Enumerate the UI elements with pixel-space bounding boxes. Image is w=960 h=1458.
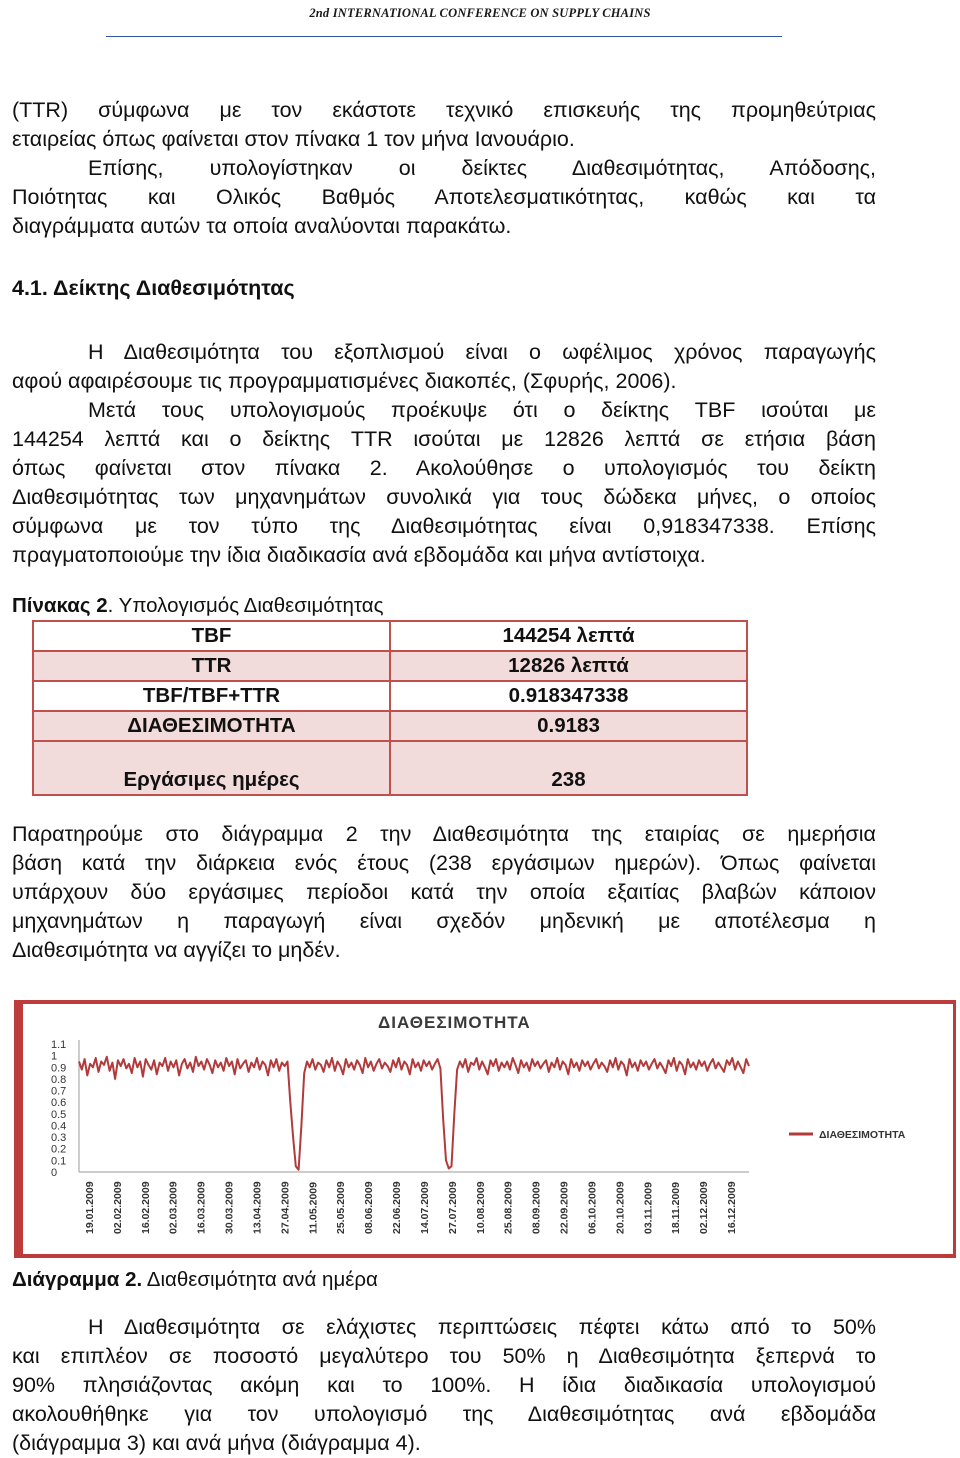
text-line: μηχανημάτων η παραγωγή είναι σχεδόν μηδενική με αποτέλεσμα η bbox=[12, 909, 876, 933]
text-line: βάση κατά την διάρκεια ενός έτους (238 εργάσιμων ημερών). Όπως φαίνεται bbox=[12, 851, 876, 875]
figure-caption-text: Διαθεσιμότητα ανά ημέρα bbox=[142, 1268, 378, 1291]
chart-plot-area bbox=[23, 1004, 953, 1254]
text-line: 144254 λεπτά και ο δείκτης TTR ισούται με 12826 λεπτά σε ετήσια βάση bbox=[12, 427, 876, 451]
table-row bbox=[33, 621, 747, 651]
x-tick-label: 06.10.2009 bbox=[586, 1181, 599, 1234]
table-cell-value: 144254 λεπτά bbox=[390, 621, 747, 651]
text-line: (διάγραμμα 3) και ανά μήνα (διάγραμμα 4). bbox=[12, 1431, 421, 1455]
x-tick-label: 16.03.2009 bbox=[195, 1181, 208, 1234]
x-tick-label: 10.08.2009 bbox=[474, 1181, 487, 1234]
text-line: Παρατηρούμε στο διάγραμμα 2 την Διαθεσιμότητα της εταιρίας σε ημερήσια bbox=[12, 822, 876, 846]
text-line: όπως φαίνεται στον πίνακα 2. Ακολούθησε ο υπολογισμός του δείκτη bbox=[12, 456, 876, 480]
text-line: αφού αφαιρέσουμε τις προγραμματισμένες διακοπές, (Σφυρής, 2006). bbox=[12, 369, 677, 393]
y-tick-label: 1 bbox=[51, 1050, 58, 1063]
text-line: Η Διαθεσιμότητα του εξοπλισμού είναι ο ωφέλιμος χρόνος παραγωγής bbox=[88, 340, 876, 364]
x-tick-label: 08.06.2009 bbox=[363, 1181, 376, 1234]
availability-chart bbox=[14, 1000, 956, 1258]
observation-paragraph bbox=[12, 820, 876, 965]
x-tick-label: 22.06.2009 bbox=[391, 1181, 404, 1234]
conclusion-paragraph bbox=[12, 1313, 876, 1458]
x-tick-label: 27.04.2009 bbox=[279, 1181, 292, 1234]
y-tick-label: 0.8 bbox=[51, 1073, 67, 1086]
y-tick-label: 0.2 bbox=[51, 1143, 67, 1156]
table-row bbox=[33, 681, 747, 711]
table-spacer-cell bbox=[33, 741, 390, 766]
table-cell-value: 0.9183 bbox=[390, 711, 747, 741]
legend-label: ΔΙΑΘΕΣΙΜΟΤΗΤΑ bbox=[819, 1129, 906, 1141]
table-cell-label: TTR bbox=[33, 651, 390, 681]
x-tick-label: 11.05.2009 bbox=[307, 1182, 320, 1234]
text-line: ακολουθήθηκε για τον υπολογισμό της Διαθεσιμότητας ανά εβδομάδα bbox=[12, 1402, 876, 1426]
section-heading: 4.1. Δείκτης Διαθεσιμότητας bbox=[12, 276, 295, 300]
x-tick-label: 02.03.2009 bbox=[167, 1181, 180, 1234]
x-tick-label: 27.07.2009 bbox=[446, 1181, 459, 1234]
figure-caption bbox=[12, 1268, 378, 1292]
text-line: (TTR) σύμφωνα με τον εκάστοτε τεχνικό επισκευής της προμηθεύτριας bbox=[12, 98, 876, 122]
text-line: Μετά τους υπολογισμούς προέκυψε ότι ο δείκτης TBF ισούται με bbox=[88, 398, 876, 422]
conference-header: 2nd INTERNATIONAL CONFERENCE ON SUPPLY CHAINS bbox=[309, 6, 651, 20]
x-tick-label: 02.02.2009 bbox=[111, 1181, 124, 1234]
y-tick-label: 0.4 bbox=[51, 1120, 67, 1133]
y-tick-label: 0.7 bbox=[51, 1085, 67, 1098]
x-tick-label: 25.08.2009 bbox=[502, 1181, 515, 1234]
y-tick-label: 0.5 bbox=[51, 1108, 67, 1121]
table-spacer-cell bbox=[390, 741, 747, 766]
text-line: Ποιότητας και Ολικός Βαθμός Αποτελεσματικότητας, καθώς και τα bbox=[12, 185, 876, 209]
x-tick-label: 22.09.2009 bbox=[558, 1181, 571, 1234]
chart-svg bbox=[23, 1004, 953, 1254]
text-line: και επιπλέον σε ποσοστό μεγαλύτερο του 50% η Διαθεσιμότητα ξεπερνά το bbox=[12, 1344, 876, 1368]
series-line bbox=[79, 1057, 749, 1170]
text-line: Διαθεσιμότητας των μηχανημάτων συνολικά για τους δώδεκα μήνες, ο οποίος bbox=[12, 485, 876, 509]
intro-paragraph bbox=[12, 96, 876, 241]
x-tick-label: 25.05.2009 bbox=[335, 1181, 348, 1234]
x-tick-label: 16.02.2009 bbox=[139, 1181, 152, 1234]
x-tick-label: 13.04.2009 bbox=[251, 1181, 264, 1234]
table-cell-label: ΔΙΑΘΕΣΙΜΟΤΗΤΑ bbox=[33, 711, 390, 741]
y-tick-label: 0 bbox=[51, 1167, 58, 1179]
text-line: 90% πλησιάζοντας ακόμη και το 100%. Η ίδια διαδικασία υπολογισμού bbox=[12, 1373, 876, 1397]
availability-paragraph bbox=[12, 338, 876, 570]
x-tick-label: 08.09.2009 bbox=[530, 1181, 543, 1234]
table-cell-value: 0.918347338 bbox=[390, 681, 747, 711]
chart-series bbox=[79, 1057, 749, 1170]
text-line: σύμφωνα με τον τύπο της Διαθεσιμότητας είναι 0,918347338. Επίσης bbox=[12, 514, 876, 538]
text-line: υπάρχουν δύο εργάσιμες περίοδοι κατά την οποία εξαιτίας βλαβών κάποιον bbox=[12, 880, 876, 904]
header-divider bbox=[106, 36, 782, 37]
y-tick-label: 0.6 bbox=[51, 1097, 67, 1110]
table-cell-value: 238 bbox=[390, 766, 747, 795]
table-caption bbox=[12, 594, 383, 618]
chart-legend bbox=[789, 1129, 906, 1141]
y-tick-label: 0.3 bbox=[51, 1132, 67, 1145]
y-tick-label: 0.1 bbox=[51, 1155, 67, 1168]
y-tick-label: 0.9 bbox=[51, 1062, 67, 1075]
x-tick-label: 19.01.2009 bbox=[83, 1181, 96, 1234]
table-cell-label: TBF bbox=[33, 621, 390, 651]
table-row bbox=[33, 766, 747, 795]
table-row bbox=[33, 711, 747, 741]
y-tick-label: 1.1 bbox=[51, 1039, 67, 1051]
x-tick-label: 20.10.2009 bbox=[614, 1181, 627, 1234]
x-tick-label: 03.11.2009 bbox=[642, 1182, 655, 1234]
table-spacer-row bbox=[33, 741, 747, 766]
table-cell-label: TBF/TBF+TTR bbox=[33, 681, 390, 711]
x-axis bbox=[79, 1172, 749, 1234]
x-tick-label: 02.12.2009 bbox=[698, 1181, 711, 1234]
table-caption-label: Πίνακας 2 bbox=[12, 594, 108, 617]
availability-table bbox=[32, 620, 748, 796]
y-axis bbox=[51, 1039, 79, 1179]
table-cell-value: 12826 λεπτά bbox=[390, 651, 747, 681]
x-tick-label: 14.07.2009 bbox=[418, 1181, 431, 1234]
text-line: εταιρείας όπως φαίνεται στον πίνακα 1 τον μήνα Ιανουάριο. bbox=[12, 127, 575, 151]
table-row bbox=[33, 651, 747, 681]
x-tick-label: 16.12.2009 bbox=[726, 1181, 739, 1234]
text-line: Η Διαθεσιμότητα σε ελάχιστες περιπτώσεις πέφτει κάτω από το 50% bbox=[88, 1315, 876, 1339]
text-line: Επίσης, υπολογίστηκαν οι δείκτες Διαθεσιμότητας, Απόδοσης, bbox=[88, 156, 876, 180]
figure-caption-label: Διάγραμμα 2. bbox=[12, 1268, 143, 1291]
table-cell-label: Εργάσιμες ημέρες bbox=[33, 766, 390, 795]
text-line: διαγράμματα αυτών τα οποία αναλύονται παρακάτω. bbox=[12, 214, 512, 238]
x-tick-label: 30.03.2009 bbox=[223, 1181, 236, 1234]
text-line: πραγματοποιούμε την ίδια διαδικασία ανά εβδομάδα και μήνα αντίστοιχα. bbox=[12, 543, 706, 567]
x-tick-label: 18.11.2009 bbox=[670, 1182, 683, 1234]
table-caption-text: . Υπολογισμός Διαθεσιμότητας bbox=[107, 594, 384, 617]
chart-title: ΔΙΑΘΕΣΙΜΟΤΗΤΑ bbox=[378, 1013, 531, 1032]
text-line: Διαθεσιμότητα να αγγίζει το μηδέν. bbox=[12, 938, 341, 962]
